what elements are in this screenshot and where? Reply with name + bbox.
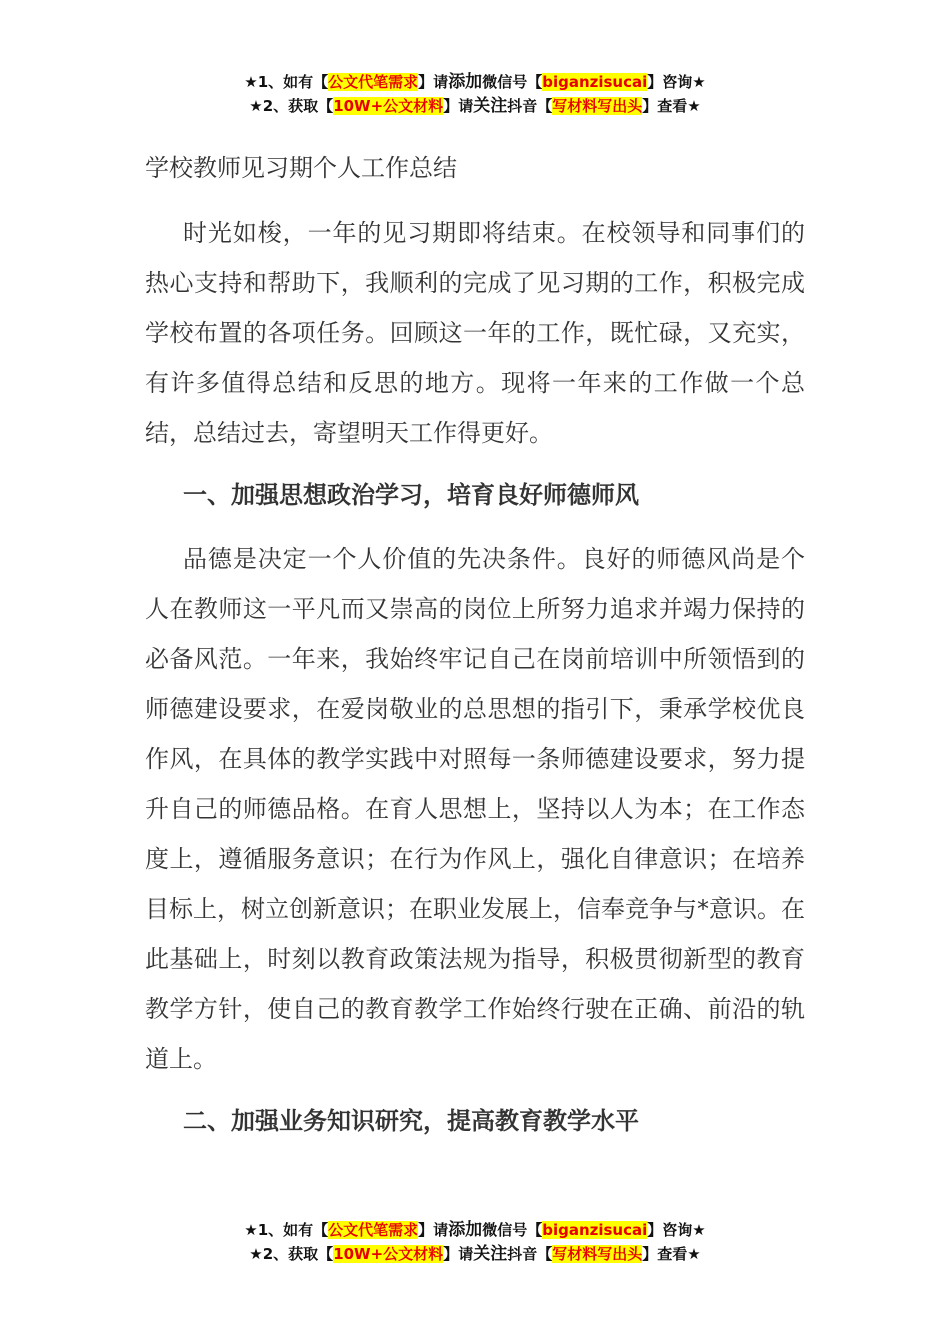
- top-promo-banner: [0, 70, 950, 118]
- promo-text: 】请: [418, 1221, 449, 1239]
- promo-text: ★2、获取【: [249, 97, 334, 115]
- promo-highlight: 写材料写出头: [552, 1245, 643, 1263]
- promo-highlight: 公文代笔需求: [328, 73, 419, 91]
- promo-text: 抖音【: [507, 1245, 553, 1263]
- promo-text: 抖音【: [507, 97, 553, 115]
- promo-highlight: biganzisucai: [542, 1221, 648, 1239]
- promo-line-2: [0, 1242, 950, 1266]
- promo-highlight: 10W+公文材料: [333, 97, 444, 115]
- bottom-promo-banner: [0, 1218, 950, 1266]
- promo-highlight: 写材料写出头: [552, 97, 643, 115]
- promo-emphasis: 添加: [448, 72, 483, 92]
- promo-text: ★1、如有【: [244, 73, 329, 91]
- promo-text: 】请: [443, 1245, 474, 1263]
- promo-text: ★2、获取【: [249, 1245, 334, 1263]
- promo-highlight: 10W+公文材料: [333, 1245, 444, 1263]
- promo-highlight: 公文代笔需求: [328, 1221, 419, 1239]
- section-2-heading: 二、加强业务知识研究，提高教育教学水平: [183, 1107, 639, 1135]
- document-body: [145, 150, 805, 1160]
- promo-line-1: [0, 70, 950, 94]
- promo-emphasis: 关注: [473, 96, 508, 116]
- promo-emphasis: 添加: [448, 1220, 483, 1240]
- section-1-paragraph: 品德是决定一个人价值的先决条件。良好的师德风尚是个人在教师这一平凡而又崇高的岗位上所努力追求并竭力保持的必备风范。一年来，我始终牢记自己在岗前培训中所领悟到的师德建设要求，在爱岗敬业的总思想的指引下，秉承学校优良作风，在具体的教学实践中对照每一条师德建设要求，努力提升自己的师德品格。在育人思想上，坚持以人为本；在工作态度上，遵循服务意识；在行为作风上，强化自律意识；在培养目标上，树立创新意识；在职业发展上，信奉竞争与*意识。在此基础上，时刻以教育政策法规为指导，积极贯彻新型的教育教学方针，使自己的教育教学工作始终行驶在正确、前沿的轨道上。: [145, 545, 805, 1073]
- promo-highlight: biganzisucai: [542, 73, 648, 91]
- promo-text: 】查看★: [642, 1245, 701, 1263]
- promo-emphasis: 关注: [473, 1244, 508, 1264]
- section-1-heading: 一、加强思想政治学习，培育良好师德师风: [183, 481, 639, 509]
- promo-line-1: [0, 1218, 950, 1242]
- document-title: 学校教师见习期个人工作总结: [145, 154, 457, 182]
- promo-text: ★1、如有【: [244, 1221, 329, 1239]
- promo-text: 】请: [443, 97, 474, 115]
- promo-text: 微信号【: [482, 73, 543, 91]
- promo-line-2: [0, 94, 950, 118]
- intro-paragraph: 时光如梭，一年的见习期即将结束。在校领导和同事们的热心支持和帮助下，我顺利的完成了见习期的工作，积极完成学校布置的各项任务。回顾这一年的工作，既忙碌，又充实，有许多值得总结和反思的地方。现将一年来的工作做一个总结，总结过去，寄望明天工作得更好。: [145, 219, 805, 447]
- promo-text: 】请: [418, 73, 449, 91]
- promo-text: 微信号【: [482, 1221, 543, 1239]
- promo-text: 】咨询★: [647, 73, 706, 91]
- promo-text: 】查看★: [642, 97, 701, 115]
- promo-text: 】咨询★: [647, 1221, 706, 1239]
